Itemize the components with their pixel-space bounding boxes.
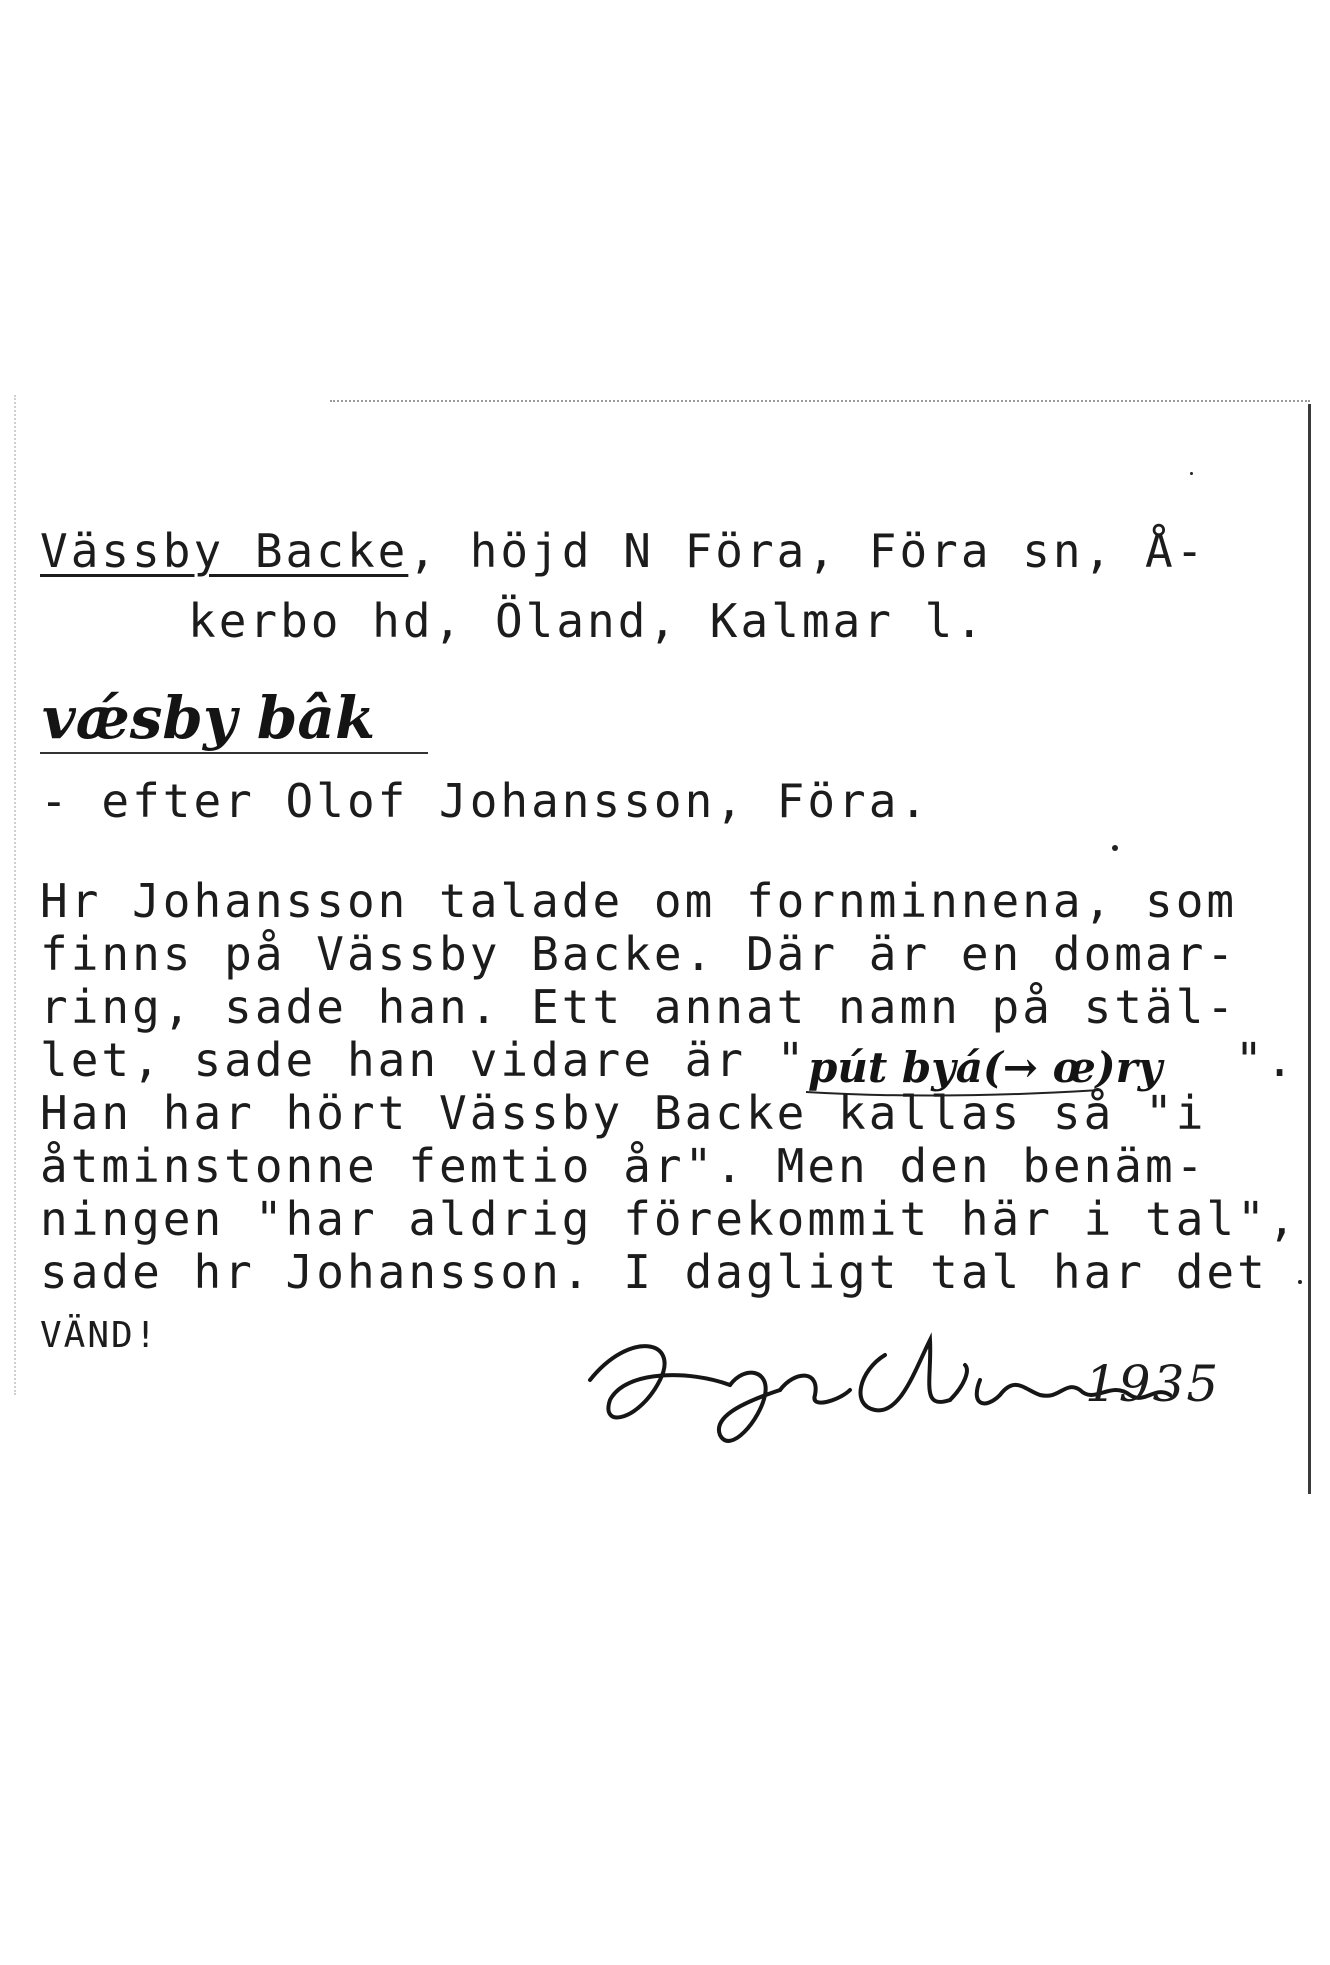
phonetic-transcription-text: vǽsby bâk — [42, 684, 376, 752]
phonetic-transcription — [40, 680, 430, 760]
heading-rest: , höjd N Föra, Föra sn, Å- — [408, 524, 1207, 578]
scan-speck — [1112, 845, 1118, 851]
body-line-2: finns på Vässby Backe. Där är en domar- — [40, 927, 1238, 981]
heading-line-2: kerbo hd, Öland, Kalmar l. — [188, 594, 987, 648]
body-line-8: sade hr Johansson. I dagligt tal har det — [40, 1245, 1268, 1299]
scan-speck — [1298, 1280, 1302, 1284]
card-top-edge — [330, 400, 1310, 402]
body-line-6: åtminstonne femtio år". Men den benäm- — [40, 1139, 1207, 1193]
card-right-edge — [1308, 404, 1311, 1494]
inline-phonetic-text: pút byá(→ œ)ry — [808, 1043, 1163, 1092]
phonetic-underline — [40, 752, 428, 754]
body-line-4: let, sade han vidare är " — [40, 1033, 808, 1087]
turn-note: VÄND! — [40, 1315, 159, 1356]
body-line-5: Han har hört Vässby Backe kallas så "i — [40, 1086, 1207, 1140]
place-name: Vässby Backe — [40, 524, 409, 578]
scan-speck — [1190, 472, 1193, 475]
body-line-1: Hr Johansson talade om fornminnena, som — [40, 874, 1238, 928]
card-left-edge — [14, 395, 16, 1395]
body-line-3: ring, sade han. Ett annat namn på stäl- — [40, 980, 1238, 1034]
year: 1935 — [1085, 1355, 1221, 1413]
source-line: - efter Olof Johansson, Föra. — [40, 774, 931, 828]
body-line-7: ningen "har aldrig förekommit här i tal", — [40, 1192, 1299, 1246]
heading-line-1 — [40, 525, 1206, 577]
inline-close-quote: ". — [1235, 1033, 1297, 1087]
